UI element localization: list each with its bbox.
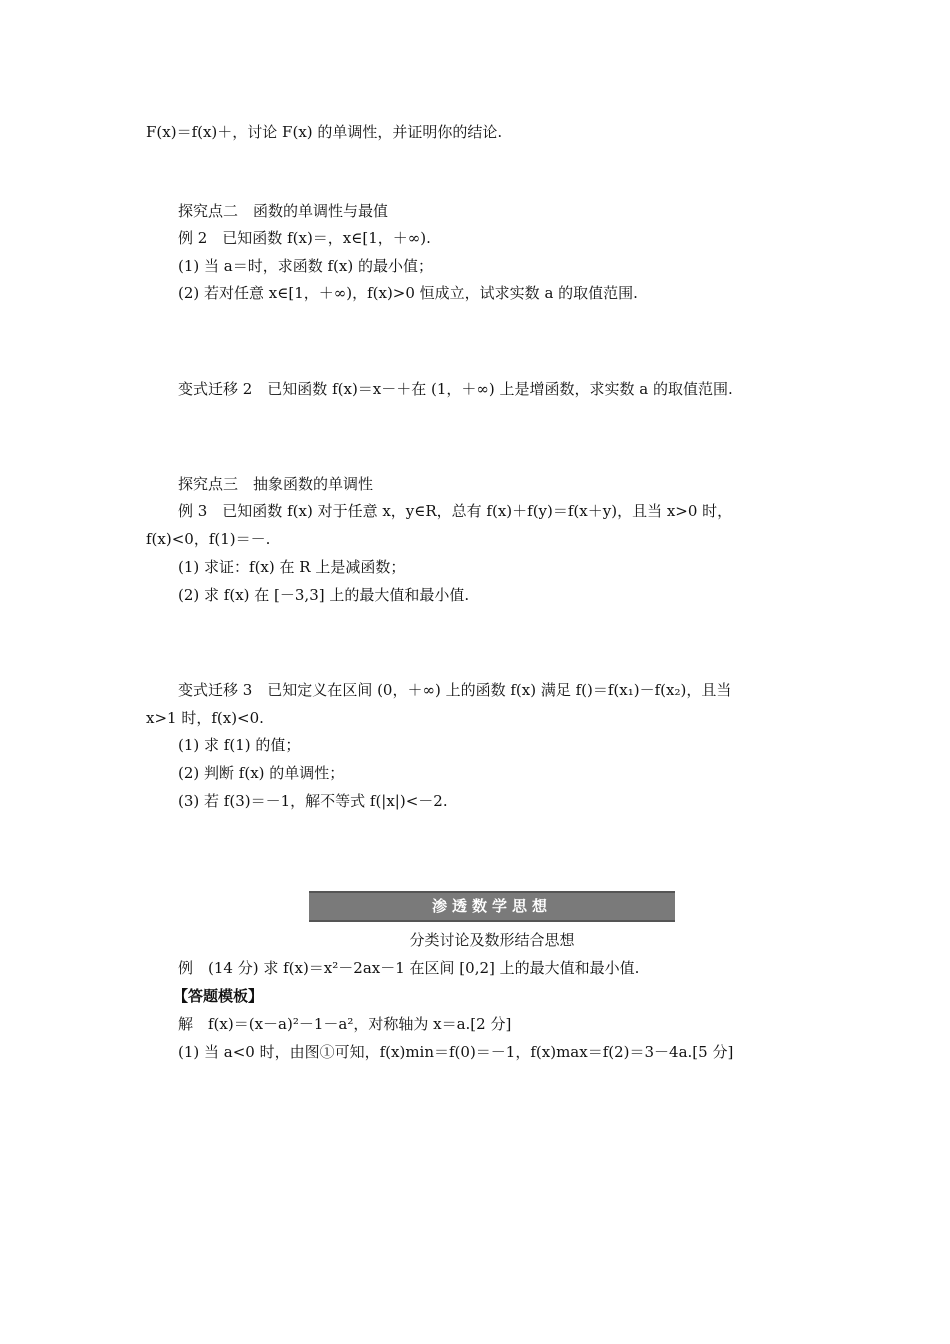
text-line: (3) 若 f(3)＝－1，解不等式 f(|x|)<－2. xyxy=(178,792,448,810)
section-heading: 探究点三 抽象函数的单调性 xyxy=(178,475,374,493)
text-line: (2) 求 f(x) 在 [－3,3] 上的最大值和最小值. xyxy=(178,586,470,604)
text-line: (1) 当 a＝时，求函数 f(x) 的最小值； xyxy=(178,257,433,275)
section-banner: 渗透数学思想 xyxy=(309,891,675,922)
section-heading: 探究点二 函数的单调性与最值 xyxy=(178,202,389,220)
text-line: (1) 当 a<0 时，由图①可知，f(x)min＝f(0)＝－1，f(x)max＝f(2)＝3－4a.[5 分] xyxy=(178,1043,734,1061)
answer-template-label: 【答题模板】 xyxy=(173,987,264,1005)
text-line: 例 (14 分) 求 f(x)＝x²－2ax－1 在区间 [0,2] 上的最大值和最小值. xyxy=(178,959,640,977)
text-line: (2) 判断 f(x) 的单调性； xyxy=(178,764,345,782)
text-line: f(x)<0，f(1)＝－. xyxy=(146,530,271,548)
text-line: x>1 时，f(x)<0. xyxy=(146,709,264,727)
text-line: (1) 求证：f(x) 在 R 上是减函数； xyxy=(178,558,406,576)
text-line: (1) 求 f(1) 的值； xyxy=(178,736,301,754)
section-subtitle: 分类讨论及数形结合思想 xyxy=(409,931,575,949)
text-line: 解 f(x)＝(x－a)²－1－a²，对称轴为 x＝a.[2 分] xyxy=(178,1015,512,1033)
text-line: 变式迁移 2 已知函数 f(x)＝x－＋在 (1，＋∞) 上是增函数，求实数 a 的取值范围. xyxy=(178,380,733,398)
text-line: 例 3 已知函数 f(x) 对于任意 x，y∈R，总有 f(x)＋f(y)＝f(x＋y)，且当 x>0 时， xyxy=(178,502,733,520)
text-line: 例 2 已知函数 f(x)＝，x∈[1，＋∞). xyxy=(178,229,431,247)
text-line: (2) 若对任意 x∈[1，＋∞)，f(x)>0 恒成立，试求实数 a 的取值范围. xyxy=(178,284,638,302)
text-line: 变式迁移 3 已知定义在区间 (0，＋∞) 上的函数 f(x) 满足 f()＝f(x₁)－f(x₂)，且当 xyxy=(178,681,732,699)
text-line: F(x)＝f(x)＋，讨论 F(x) 的单调性，并证明你的结论. xyxy=(146,123,503,141)
